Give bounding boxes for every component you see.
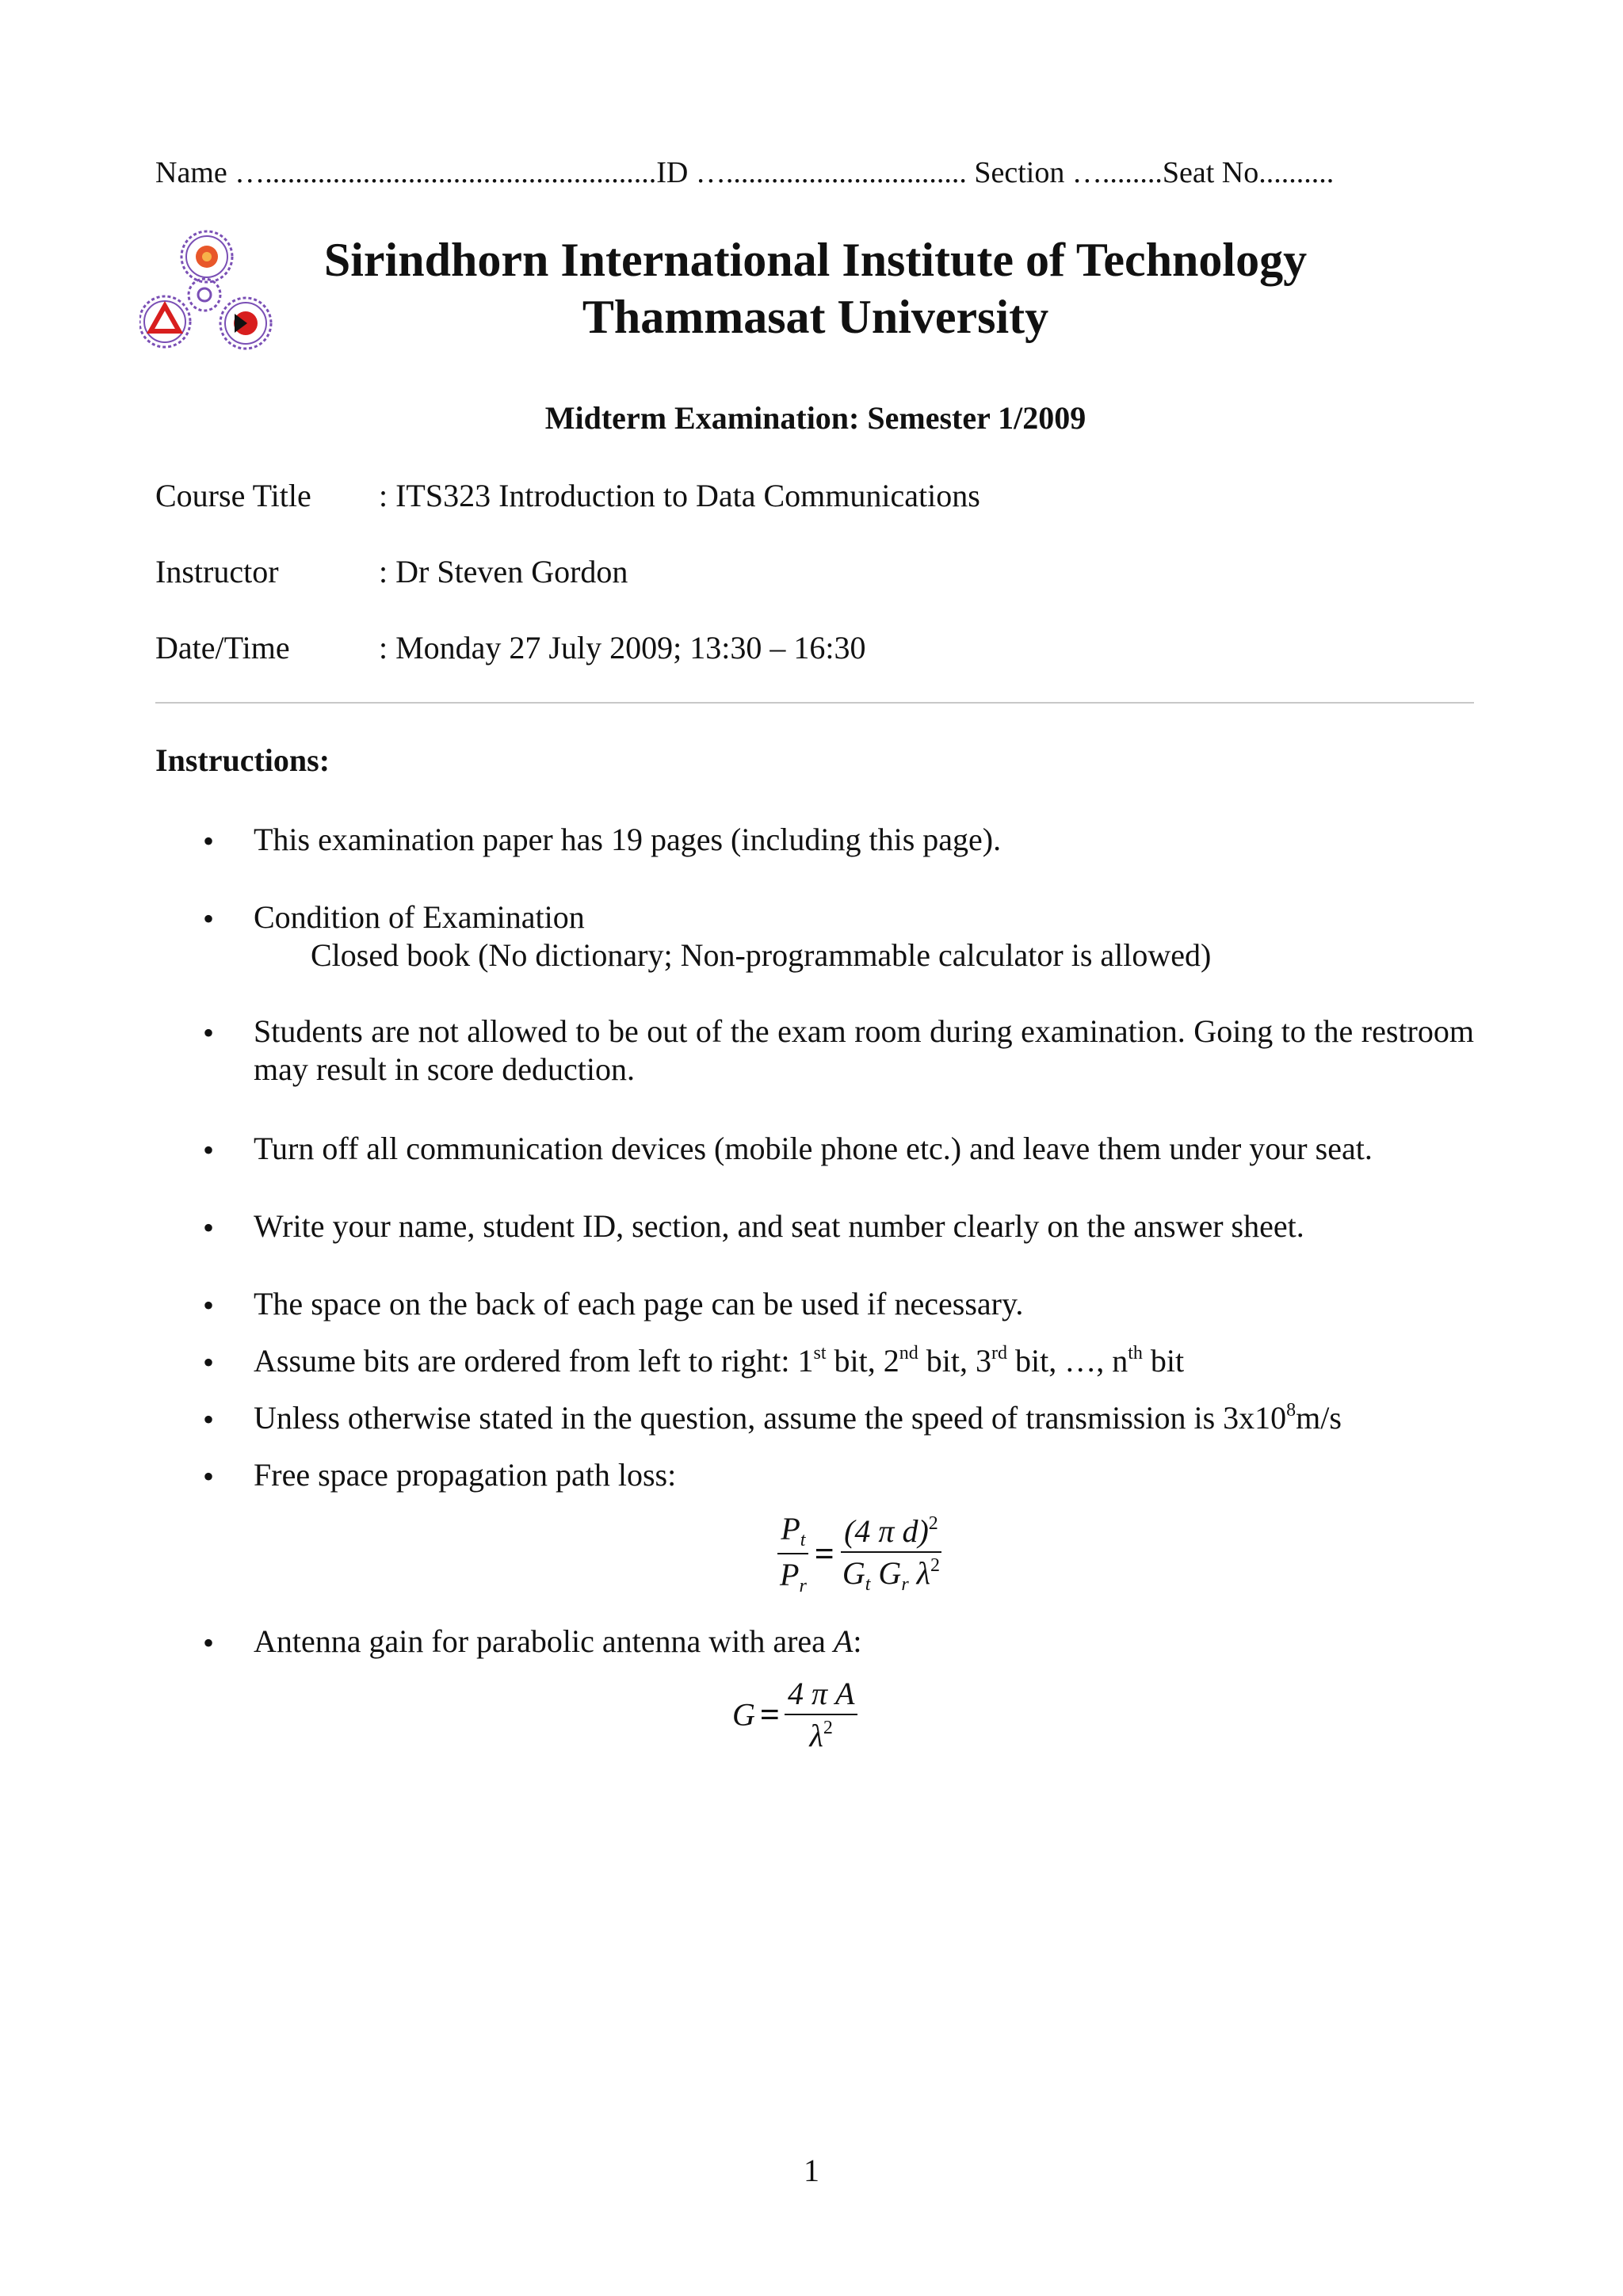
- gear-logo-icon: [139, 228, 274, 352]
- equals-sign: =: [814, 1534, 834, 1573]
- subscript: t: [865, 1573, 871, 1595]
- section-dots: …........: [1071, 156, 1163, 189]
- bullet: •: [203, 1625, 215, 1661]
- symbol: P: [781, 1511, 800, 1547]
- subscript: r: [799, 1576, 807, 1596]
- superscript: 8: [1286, 1400, 1296, 1421]
- instruction-item-speed: [254, 1399, 1474, 1437]
- instruction-item: Write your name, student ID, section, and seat number clearly on the answer sheet.: [254, 1208, 1304, 1244]
- text-part: bit, 3: [918, 1343, 991, 1379]
- id-dots: …................................: [695, 156, 967, 189]
- instruction-item: Free space propagation path loss:: [254, 1457, 677, 1493]
- subscript: t: [800, 1530, 806, 1550]
- text-part: bit: [1142, 1343, 1185, 1379]
- gain-expression: [785, 1675, 857, 1754]
- superscript: th: [1128, 1343, 1143, 1363]
- page-number: 1: [804, 2153, 819, 2188]
- text-part: m/s: [1296, 1400, 1342, 1436]
- superscript: 2: [930, 1554, 940, 1576]
- instruction-item: Turn off all communication devices (mobile phone etc.) and leave them under your seat.: [254, 1131, 1373, 1166]
- bullet: •: [203, 901, 215, 936]
- bullet: •: [203, 1015, 215, 1051]
- datetime-value: : Monday 27 July 2009; 13:30 – 16:30: [379, 630, 866, 666]
- name-dots: …....................................................: [235, 156, 657, 189]
- text-part: Antenna gain for parabolic antenna with area: [254, 1623, 834, 1659]
- instruction-item: Students are not allowed to be out of the exam room during examination. Going to the restroom may result in score deduction.: [254, 1013, 1474, 1087]
- power-ratio: [777, 1510, 810, 1597]
- text-part: :: [853, 1623, 862, 1659]
- institution-line-2: Thammasat University: [582, 291, 1049, 343]
- bullet: •: [203, 1459, 215, 1494]
- superscript: nd: [899, 1343, 918, 1363]
- bullet: •: [203, 1287, 215, 1323]
- datetime-label: Date/Time: [155, 630, 290, 666]
- path-loss-formula: [777, 1510, 943, 1597]
- symbol: λ: [809, 1718, 823, 1753]
- bullet: •: [203, 1402, 215, 1437]
- divider: [155, 702, 1474, 704]
- instruction-item: [254, 898, 1474, 974]
- superscript: rd: [991, 1343, 1007, 1363]
- bullet: •: [203, 1210, 215, 1245]
- seat-label: Seat No: [1162, 156, 1259, 189]
- superscript: 2: [823, 1718, 833, 1738]
- instructions-heading: Instructions:: [155, 742, 330, 778]
- text-part: bit, 2: [826, 1343, 899, 1379]
- student-info-line: [155, 155, 1334, 190]
- antenna-gain-formula: [732, 1675, 857, 1754]
- symbol: G: [878, 1554, 902, 1591]
- id-label: ID: [656, 156, 689, 189]
- instructor-label: Instructor: [155, 554, 279, 589]
- loss-expression: [839, 1512, 943, 1596]
- symbol: (4 π d): [844, 1512, 929, 1549]
- bullet: •: [203, 823, 215, 859]
- instruction-item: This examination paper has 19 pages (including this page).: [254, 822, 1002, 857]
- course-title-label: Course Title: [155, 478, 311, 513]
- equals-sign: =: [759, 1695, 780, 1734]
- seat-dots: ..........: [1258, 156, 1335, 189]
- superscript: 2: [928, 1512, 938, 1534]
- symbol: P: [780, 1557, 800, 1592]
- instruction-item-bit-order: [254, 1342, 1474, 1380]
- symbol: λ: [916, 1554, 930, 1591]
- text-part: Unless otherwise stated in the question, assume the speed of transmission is 3x10: [254, 1400, 1287, 1436]
- subscript: r: [901, 1573, 909, 1595]
- bullet: •: [203, 1132, 215, 1168]
- course-title-value: : ITS323 Introduction to Data Communications: [379, 478, 980, 513]
- exam-title: Midterm Examination: Semester 1/2009: [544, 400, 1086, 436]
- name-label: Name: [155, 156, 227, 189]
- bullet: •: [203, 1344, 215, 1380]
- instruction-item: The space on the back of each page can be used if necessary.: [254, 1286, 1024, 1322]
- text-part: bit, …, n: [1006, 1343, 1128, 1379]
- instruction-item-subtext: Closed book (No dictionary; Non-programmable calculator is allowed): [311, 937, 1212, 973]
- institution-line-1: Sirindhorn International Institute of Technology: [323, 234, 1308, 286]
- text-part: Assume bits are ordered from left to right: 1: [254, 1343, 814, 1379]
- superscript: st: [813, 1343, 827, 1363]
- instruction-item-antenna: [254, 1623, 1474, 1661]
- symbol: G: [732, 1696, 755, 1733]
- symbol: G: [842, 1554, 865, 1591]
- section-label: Section: [974, 156, 1065, 189]
- numerator: 4 π A: [785, 1675, 857, 1715]
- instructor-value: : Dr Steven Gordon: [379, 554, 628, 589]
- text-part: A: [833, 1623, 854, 1659]
- instruction-item-text: Condition of Examination: [254, 899, 585, 935]
